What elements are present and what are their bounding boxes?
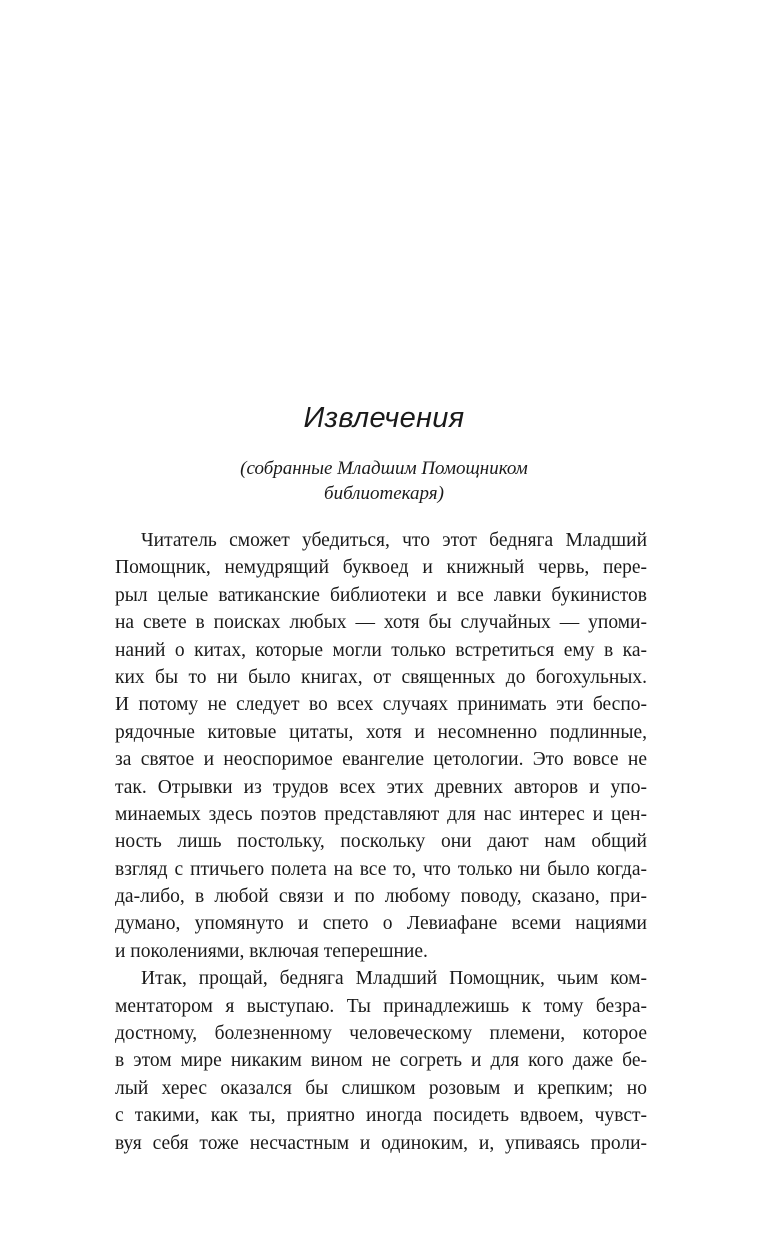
text-line: взгляд с птичьего полета на все то, что только ни было когда- xyxy=(115,858,647,880)
subtitle-line: (собранные Младшим Помощником xyxy=(240,458,528,479)
text-line: Читатель сможет убедиться, что этот бедняга Младший xyxy=(141,530,647,551)
text-line: так. Отрывки из трудов всех этих древних авторов и упо- xyxy=(115,776,647,798)
text-line: лый херес оказался бы слишком розовым и крепким; но xyxy=(115,1077,647,1099)
text-line: ментатором я выступаю. Ты принадлежишь к тому безра- xyxy=(115,995,647,1017)
chapter-subtitle xyxy=(0,456,768,506)
text-line: на свете в поисках любых — хотя бы случайных — упоми- xyxy=(115,612,647,634)
text-line: с такими, как ты, приятно иногда посидеть вдвоем, чувст- xyxy=(115,1105,647,1127)
paragraph-1 xyxy=(115,527,647,965)
text-line: ких бы то ни было книгах, от священных до богохульных. xyxy=(115,666,647,688)
subtitle-line: библиотекаря) xyxy=(324,483,444,504)
text-line: за святое и неоспоримое евангелие цетологии. Это вовсе не xyxy=(115,749,647,771)
paragraph-2 xyxy=(115,965,647,1157)
text-line: рыл целые ватиканские библиотеки и все лавки букинистов xyxy=(115,584,647,606)
text-line: достному, болезненному человеческому племени, которое xyxy=(115,1023,647,1045)
text-line: и поколениями, включая теперешние. xyxy=(115,940,428,962)
text-line: минаемых здесь поэтов представляют для нас интерес и цен- xyxy=(115,803,647,825)
text-line: Итак, прощай, бедняга Младший Помощник, чьим ком- xyxy=(141,968,647,990)
text-line: вуя себя тоже несчастным и одиноким, и, упиваясь проли- xyxy=(115,1132,647,1154)
body-text xyxy=(115,527,647,1157)
text-line: И потому не следует во всех случаях принимать эти беспо- xyxy=(115,694,647,716)
text-line: в этом мире никаким вином не согреть и для кого даже бе- xyxy=(115,1050,647,1072)
text-line: наний о китах, которые могли только встретиться ему в ка- xyxy=(115,639,647,661)
text-line: думано, упомянуто и спето о Левиафане всеми нациями xyxy=(115,913,647,935)
text-line: ность лишь постольку, поскольку они дают нам общий xyxy=(115,831,647,853)
chapter-title: Извлечения xyxy=(303,402,465,434)
text-line: рядочные китовые цитаты, хотя и несомненно подлинные, xyxy=(115,721,647,743)
text-line: Помощник, немудрящий буквоед и книжный червь, пере- xyxy=(115,557,647,579)
text-line: да-либо, в любой связи и по любому поводу, сказано, при- xyxy=(115,886,647,908)
